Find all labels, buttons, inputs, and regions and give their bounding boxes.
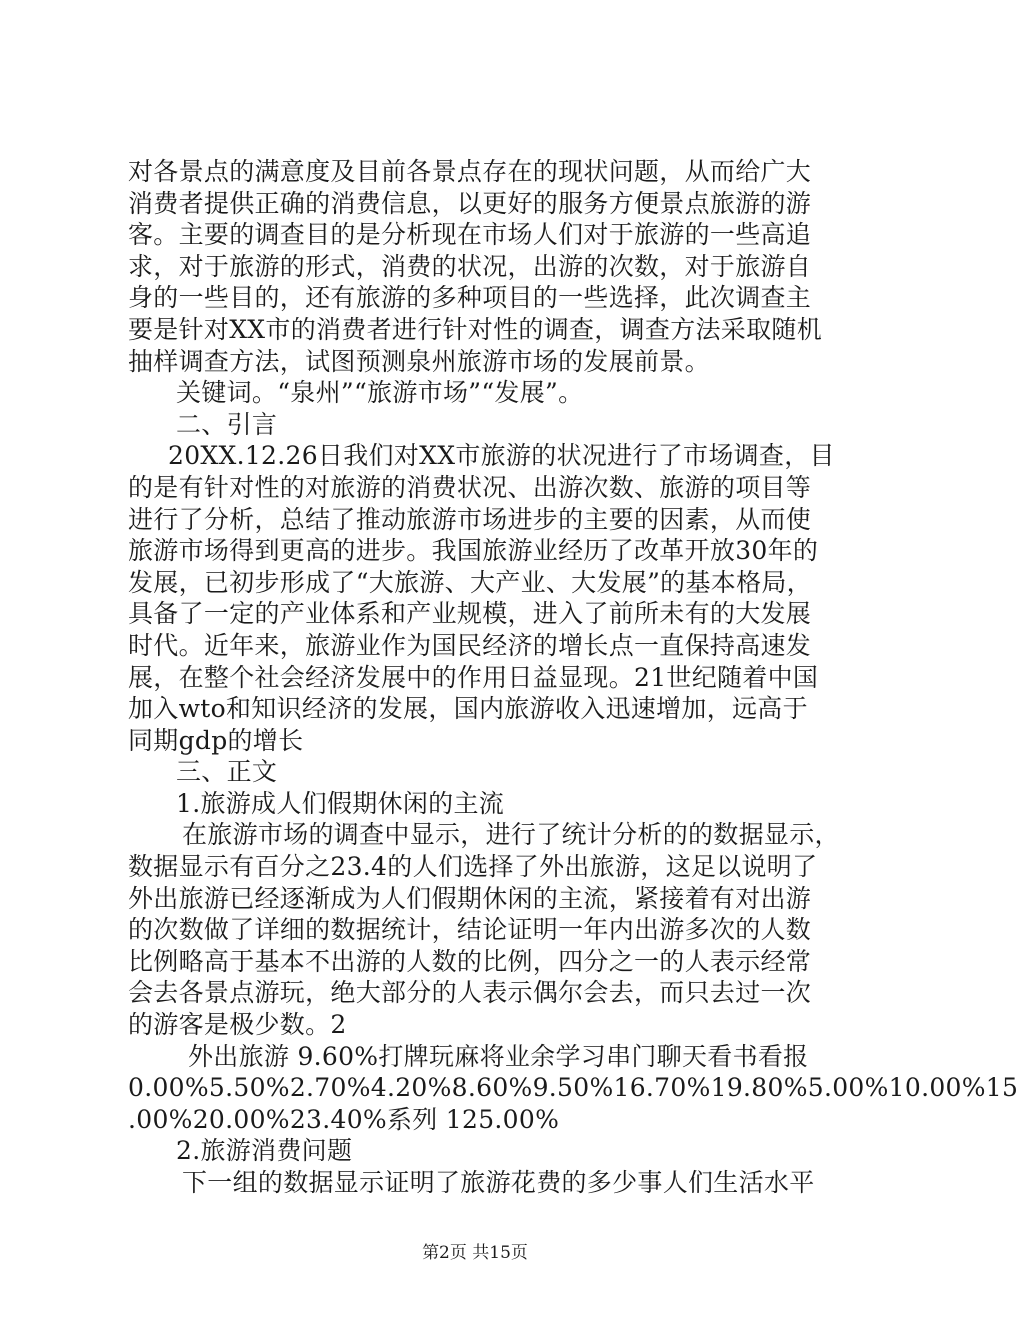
page-number-label: 第2页 共15页 — [422, 1243, 528, 1263]
document-body — [128, 156, 1018, 1199]
body-line: 同期gdp的增长 — [128, 725, 304, 755]
body-line: 加入wto和知识经济的发展，国内旅游收入迅速增加，远高于 — [128, 694, 808, 724]
body-line: 在旅游市场的调查中显示，进行了统计分析的的数据显示， — [182, 820, 840, 850]
body-line: 展，在整个社会经济发展中的作用日益显现。21世纪随着中国 — [128, 662, 819, 692]
body-line: 发展，已初步形成了“大旅游、大产业、大发展”的基本格局， — [128, 567, 812, 597]
page-footer — [0, 1242, 950, 1264]
body-line: 求，对于旅游的形式，消费的状况，出游的次数，对于旅游自 — [128, 251, 812, 281]
body-line: 会去各景点游玩，绝大部分的人表示偶尔会去，而只去过一次 — [128, 978, 812, 1008]
body-line: 对各景点的满意度及目前各景点存在的现状问题，从而给广大 — [128, 157, 812, 186]
body-line: 客。主要的调查目的是分析现在市场人们对于旅游的一些高追 — [128, 220, 812, 250]
body-line: 的是有针对性的对旅游的消费状况、出游次数、旅游的项目等 — [128, 472, 812, 502]
body-line: 具备了一定的产业体系和产业规模，进入了前所未有的大发展 — [128, 599, 812, 629]
chart-residue-line: 外出旅游 9.60%打牌玩麻将业余学习串门聊天看书看报 — [188, 1041, 809, 1071]
body-line: 旅游市场得到更高的进步。我国旅游业经历了改革开放30年的 — [128, 536, 819, 566]
body-line: 身的一些目的，还有旅游的多种项目的一些选择，此次调查主 — [128, 283, 812, 313]
body-line: 的游客是极少数。2 — [128, 1010, 347, 1040]
chart-residue-line: .00%20.00%23.40%系列 125.00% — [128, 1104, 560, 1134]
body-line: 数据显示有百分之23.4的人们选择了外出旅游，这足以说明了 — [128, 852, 818, 882]
body-line: 消费者提供正确的消费信息，以更好的服务方便景点旅游的游 — [128, 188, 812, 218]
body-line: 抽样调查方法，试图预测泉州旅游市场的发展前景。 — [128, 346, 710, 376]
section-heading-introduction: 二、引言 — [176, 409, 278, 439]
subsection-heading: 2.旅游消费问题 — [176, 1136, 353, 1166]
body-line: 比例略高于基本不出游的人数的比例，四分之一的人表示经常 — [128, 946, 812, 976]
subsection-heading: 1.旅游成人们假期休闲的主流 — [176, 788, 505, 818]
section-heading-main-text: 三、正文 — [176, 757, 278, 787]
body-line: 外出旅游已经逐渐成为人们假期休闲的主流，紧接着有对出游 — [128, 883, 812, 913]
body-line: 进行了分析，总结了推动旅游市场进步的主要的因素，从而使 — [128, 504, 812, 534]
body-line: 20XX.12.26日我们对XX市旅游的状况进行了市场调查，目 — [168, 441, 835, 471]
body-line: 时代。近年来，旅游业作为国民经济的增长点一直保持高速发 — [128, 630, 812, 660]
body-line: 的次数做了详细的数据统计，结论证明一年内出游多次的人数 — [128, 915, 812, 945]
body-line: 下一组的数据显示证明了旅游花费的多少事人们生活水平 — [182, 1168, 815, 1197]
chart-residue-line: 0.00%5.50%2.70%4.20%8.60%9.50%16.70%19.80%5.00%10.00%15 — [128, 1073, 1018, 1103]
body-line: 要是针对XX市的消费者进行针对性的调查，调查方法采取随机 — [128, 314, 822, 344]
keywords-line: 关键词。“泉州”“旅游市场”“发展”。 — [176, 378, 584, 408]
